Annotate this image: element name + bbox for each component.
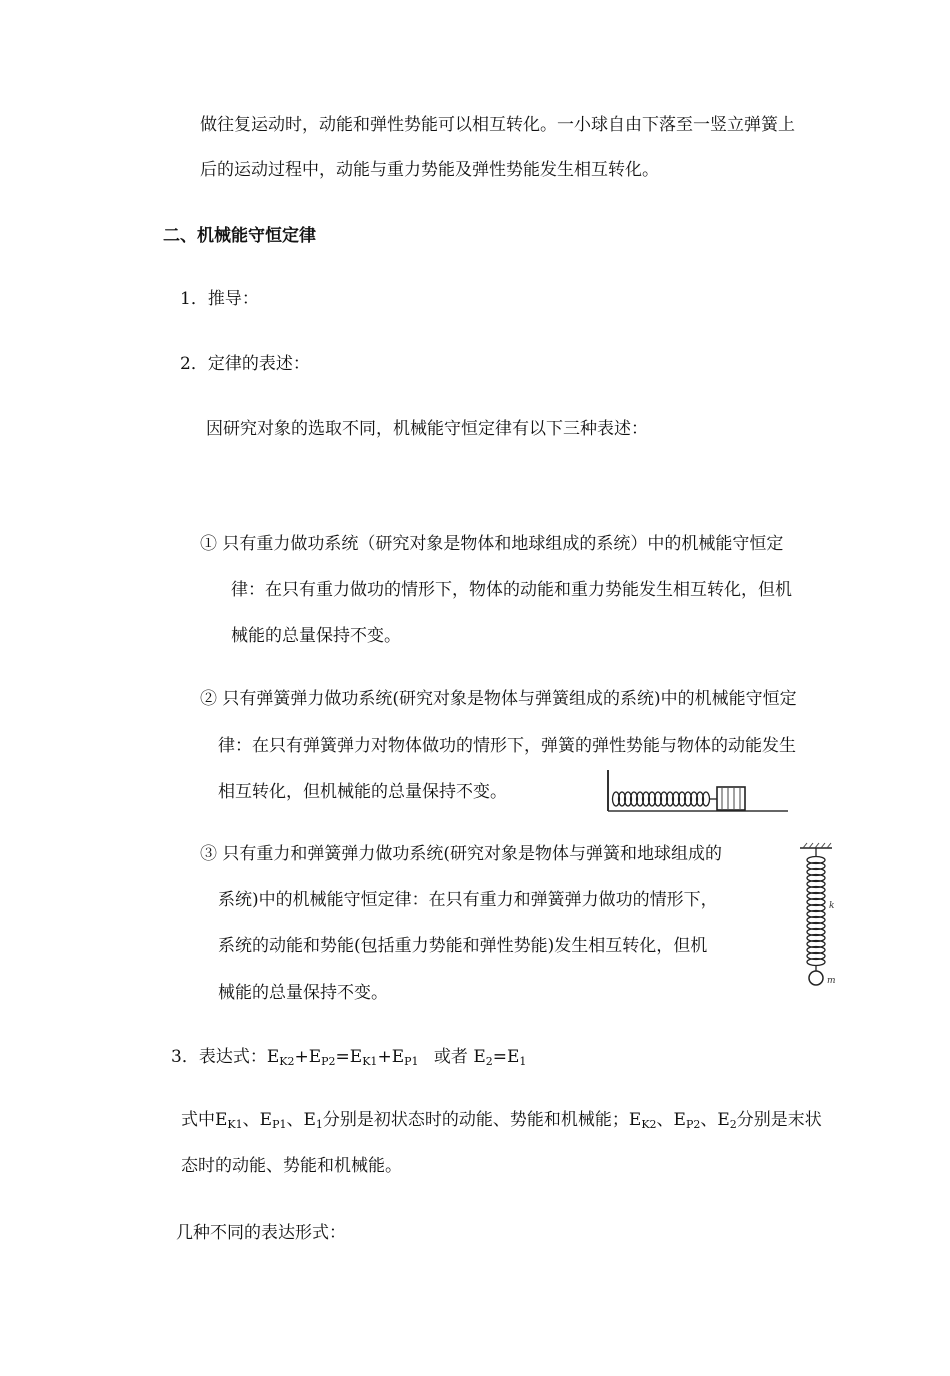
statement-3-line-3: 系统的动能和势能(包括重力势能和弹性势能)发生相互转化，但机 bbox=[218, 936, 708, 956]
label-m: m bbox=[827, 976, 836, 986]
forms-heading: 几种不同的表达形式： bbox=[176, 1223, 346, 1243]
statement-1-line-3: 械能的总量保持不变。 bbox=[231, 626, 401, 646]
item-3-expression bbox=[171, 1046, 526, 1073]
section-title: 二、机械能守恒定律 bbox=[163, 226, 316, 246]
statement-2-line-3: 相互转化，但机械能的总量保持不变。 bbox=[218, 782, 507, 802]
statement-2-line-1: ② 只有弹簧弹力做功系统(研究对象是物体与弹簧组成的系统)中的机械能守恒定 bbox=[200, 689, 797, 709]
statement-1-line-1: ① 只有重力做功系统（研究对象是物体和地球组成的系统）中的机械能守恒定 bbox=[200, 534, 784, 554]
spring-coils bbox=[807, 848, 825, 971]
statement-3-line-2: 系统)中的机械能守恒定律：在只有重力和弹簧弹力做功的情形下， bbox=[218, 890, 718, 910]
statement-2-line-2: 律：在只有弹簧弹力对物体做功的情形下，弹簧的弹性势能与物体的动能发生 bbox=[218, 736, 796, 756]
explanation-line-2: 态时的动能、势能和机械能。 bbox=[181, 1156, 402, 1176]
intro-line-1: 做往复运动时，动能和弹性势能可以相互转化。一小球自由下落至一竖立弹簧上 bbox=[200, 115, 795, 135]
item-2-heading: 2．定律的表述： bbox=[180, 354, 310, 374]
formula-alt: E2=E1 bbox=[473, 1047, 527, 1068]
statement-1-line-2: 律：在只有重力做功的情形下，物体的动能和重力势能发生相互转化，但机 bbox=[231, 580, 792, 600]
explanation-line-1: 式中EK1、EP1、E1分别是初状态时的动能、势能和机械能；EK2、EP2、E2分别是末状 bbox=[181, 1110, 822, 1131]
or-word: 或者 bbox=[433, 1047, 468, 1067]
statement-3-line-4: 械能的总量保持不变。 bbox=[218, 983, 388, 1003]
intro-line-2: 后的运动过程中，动能与重力势能及弹性势能发生相互转化。 bbox=[200, 160, 659, 180]
block bbox=[717, 787, 745, 810]
ball bbox=[809, 971, 823, 985]
label-k: k bbox=[829, 901, 835, 911]
item-1-heading: 1．推导： bbox=[180, 289, 259, 309]
item-3-lead: 3．表达式： bbox=[171, 1047, 267, 1067]
horizontal-spring-figure bbox=[604, 766, 790, 816]
statement-3-line-1: ③ 只有重力和弹簧弹力做功系统(研究对象是物体与弹簧和地球组成的 bbox=[200, 844, 723, 864]
vertical-spring-figure bbox=[796, 842, 844, 990]
item-2-description: 因研究对象的选取不同，机械能守恒定律有以下三种表述： bbox=[206, 419, 648, 439]
formula: EK2+EP2=EK1+EP1 bbox=[266, 1047, 419, 1068]
spring-coils bbox=[613, 792, 718, 806]
